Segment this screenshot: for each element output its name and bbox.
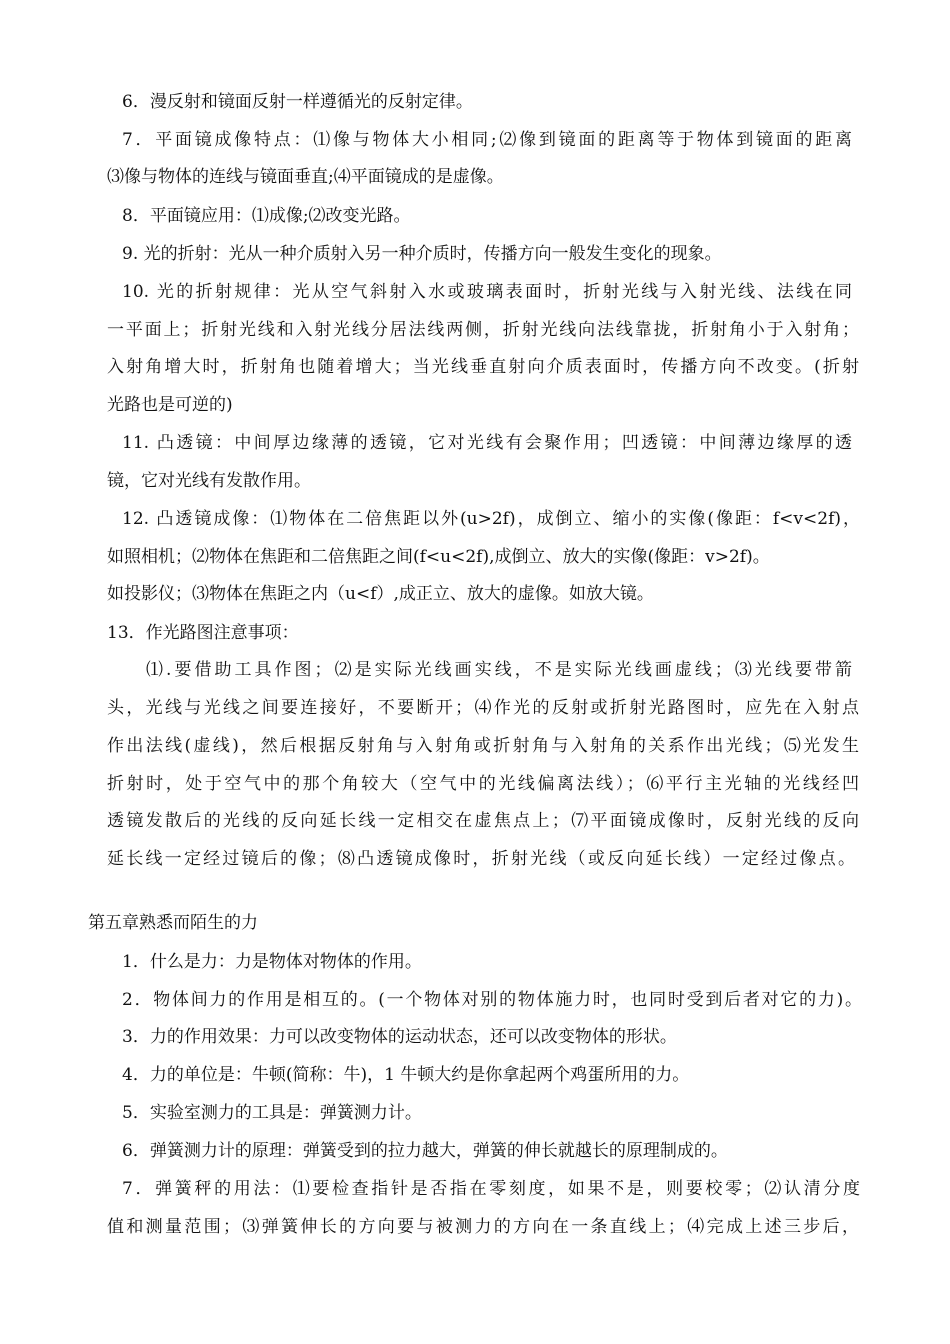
text-line: 延长线一定经过镜后的像；⑻凸透镜成像时，折射光线（或反向延长线）一定经过像点。 — [107, 849, 855, 869]
text-line: 如照相机；⑵物体在焦距和二倍焦距之间(f<u<2f),成倒立、放大的实像(像距：v>2f)。 — [107, 547, 770, 567]
text-line: 入射角增大时，折射角也随着增大；当光线垂直射向介质表面时，传播方向不改变。(折射 — [107, 357, 859, 377]
text-line: 光路也是可逆的) — [107, 395, 233, 415]
text-line: 透镜发散后的光线的反向延长线一定相交在虚焦点上；⑺平面镜成像时，反射光线的反向 — [107, 811, 859, 831]
text-line: 11. 凸透镜：中间厚边缘薄的透镜，它对光线有会聚作用；凹透镜：中间薄边缘厚的透 — [122, 433, 852, 453]
text-line: 8．平面镜应用：⑴成像;⑵改变光路。 — [122, 206, 411, 226]
text-line: 7．弹簧秤的用法：⑴要检查指针是否指在零刻度，如果不是，则要校零；⑵认清分度 — [122, 1179, 860, 1199]
section-heading: 第五章熟悉而陌生的力 — [88, 913, 258, 933]
text-line: 5．实验室测力的工具是：弹簧测力计。 — [122, 1103, 422, 1123]
text-line: 2．物体间力的作用是相互的。(一个物体对别的物体施力时，也同时受到后者对它的力)。 — [122, 990, 862, 1010]
text-line: 9. 光的折射：光从一种介质射入另一种介质时，传播方向一般发生变化的现象。 — [122, 244, 722, 264]
text-line: 12. 凸透镜成像：⑴物体在二倍焦距以外(u>2f)，成倒立、缩小的实像(像距：f<v<2f)， — [122, 509, 860, 529]
text-line: 如投影仪；⑶物体在焦距之内（u<f）,成正立、放大的虚像。如放大镜。 — [107, 584, 654, 604]
text-line: 10. 光的折射规律：光从空气斜射入水或玻璃表面时，折射光线与入射光线、法线在同 — [122, 282, 852, 302]
text-line: 头，光线与光线之间要连接好，不要断开；⑷作光的反射或折射光路图时，应先在入射点 — [107, 698, 859, 718]
text-line: 作出法线(虚线)，然后根据反射角与入射角或折射角与入射角的关系作出光线；⑸光发生 — [107, 736, 859, 756]
text-line: 一平面上；折射光线和入射光线分居法线两侧，折射光线向法线靠拢，折射角小于入射角； — [107, 320, 859, 340]
text-line: ⑴.要借助工具作图；⑵是实际光线画实线，不是实际光线画虚线；⑶光线要带箭 — [146, 660, 852, 680]
text-line: 7．平面镜成像特点：⑴像与物体大小相同;⑵像到镜面的距离等于物体到镜面的距离 — [122, 130, 852, 150]
text-line: 3．力的作用效果：力可以改变物体的运动状态，还可以改变物体的形状。 — [122, 1027, 677, 1047]
text-line: 1．什么是力：力是物体对物体的作用。 — [122, 952, 422, 972]
text-line: 折射时，处于空气中的那个角较大（空气中的光线偏离法线）；⑹平行主光轴的光线经凹 — [107, 774, 859, 794]
text-line: ⑶像与物体的连线与镜面垂直;⑷平面镜成的是虚像。 — [107, 167, 504, 187]
text-line: 镜，它对光线有发散作用。 — [107, 471, 311, 491]
text-line: 6．弹簧测力计的原理：弹簧受到的拉力越大，弹簧的伸长就越长的原理制成的。 — [122, 1141, 728, 1161]
text-line: 4．力的单位是：牛顿(简称：牛)，1 牛顿大约是你拿起两个鸡蛋所用的力。 — [122, 1065, 690, 1085]
text-line: 6．漫反射和镜面反射一样遵循光的反射定律。 — [122, 92, 473, 112]
text-line: 值和测量范围；⑶弹簧伸长的方向要与被测力的方向在一条直线上；⑷完成上述三步后， — [107, 1217, 859, 1237]
text-line: 13．作光路图注意事项： — [107, 623, 299, 643]
